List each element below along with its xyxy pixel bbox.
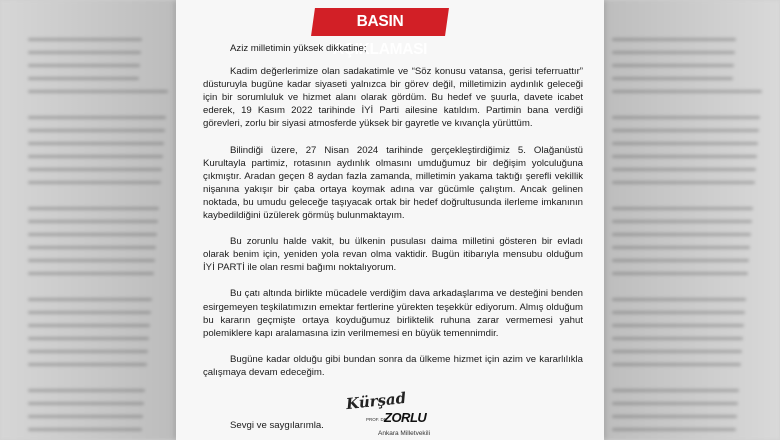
blurred-text-line xyxy=(28,116,166,119)
signature-script: Kürşad xyxy=(345,388,407,414)
blurred-text-line xyxy=(612,181,755,184)
blurred-text-line xyxy=(612,298,746,301)
blurred-background-right xyxy=(604,0,780,440)
blurred-text-line xyxy=(612,350,742,353)
blurred-text-line xyxy=(28,389,145,392)
blurred-text-line xyxy=(612,428,736,431)
press-release-document xyxy=(176,0,604,440)
blurred-text-line xyxy=(28,220,158,223)
blurred-text-line xyxy=(612,337,743,340)
paragraph-4: Bu çatı altında birlikte mücadele verdiğim dava arkadaşlarıma ve desteğini benden esirgemeyen teşkilatımızın emektar fertlerine yürekten teşekkür ediyorum. Almış olduğum bu kararın geçmişte ortaya koyduğumuz birliktelik ruhuna zarar vermemesi yahut polemiklere kapı aralamasına izin verilmemesi en büyük temennimdir. xyxy=(203,288,583,339)
blurred-text-line xyxy=(28,38,142,41)
blurred-text-line xyxy=(28,415,143,418)
signature-surname: ZORLU xyxy=(384,410,427,425)
blurred-text-line xyxy=(612,51,735,54)
blurred-text-line xyxy=(612,259,749,262)
blurred-text-line xyxy=(28,233,157,236)
salutation: Aziz milletimin yüksek dikkatine; xyxy=(230,43,367,54)
blurred-text-line xyxy=(28,298,152,301)
blurred-text-line xyxy=(28,311,151,314)
blurred-text-line xyxy=(612,142,758,145)
blurred-background-left xyxy=(0,0,176,440)
blurred-text-line xyxy=(612,116,760,119)
blurred-text-line xyxy=(28,64,140,67)
blurred-text-line xyxy=(28,142,164,145)
blurred-text-line xyxy=(28,155,163,158)
paragraph-1: Kadim değerlerimize olan sadakatimle ve “Söz konusu vatansa, gerisi teferruattır” düsturuyla bugüne kadar siyaseti yalnızca bir görev değil, milletimizin aydınlık geleceği için bir sorumluluk ve hizmet alanı olarak gördüm. Bu hedef ve şuurla, davete icabet ederek, 19 Kasım 2022 tarihinde İYİ Parti ailesine katıldım. Partimin bana verdiği görevleri, zorlu bir siyasi atmosferde yüksek bir gayretle ve kıvançla yürüttüm. xyxy=(203,66,583,130)
blurred-text-line xyxy=(28,207,159,210)
blurred-text-line xyxy=(612,90,762,93)
blurred-text-line xyxy=(28,324,150,327)
blurred-text-line xyxy=(612,38,736,41)
blurred-text-line xyxy=(612,311,745,314)
paragraph-2: Bilindiği üzere, 27 Nisan 2024 tarihinde gerçekleştirdiğimiz 5. Olağanüstü Kurultayla partimiz, rotasının aydınlık olmasını umduğumuz bir değişim yolculuğuna çıkmıştır. Aradan geçen 8 aydan fazla zamanda, milletimin yakama taktığı şerefli vekillik nişanına yakışır bir çaba ortaya koymak adına var gücümle çalıştım. Ancak gelinen noktada, bu umudu geleceğe taşıyacak ortak bir hedef doğrultusunda ilerleme imkanının kaybedildiğini üzülerek görmüş bulunmaktayım. xyxy=(203,144,583,222)
blurred-text-line xyxy=(612,246,750,249)
blurred-text-line xyxy=(612,77,733,80)
blurred-text-line xyxy=(28,402,144,405)
blurred-text-line xyxy=(612,168,756,171)
blurred-text-line xyxy=(28,77,139,80)
paragraph-5: Bugüne kadar olduğu gibi bundan sonra da ülkeme hizmet için azim ve kararlılıkla çalışmaya devam edeceğim. xyxy=(203,353,583,378)
signature-role: Ankara Milletvekili xyxy=(378,430,431,437)
blurred-text-line xyxy=(28,259,155,262)
blurred-text-line xyxy=(612,363,741,366)
blurred-text-line xyxy=(28,428,142,431)
blurred-text-line xyxy=(28,363,147,366)
blurred-text-line xyxy=(28,51,141,54)
blurred-text-line xyxy=(612,155,757,158)
blurred-text-line xyxy=(28,272,154,275)
signature-block xyxy=(344,388,454,440)
blurred-text-line xyxy=(28,350,148,353)
blurred-text-line xyxy=(28,246,156,249)
blurred-text-line xyxy=(28,129,165,132)
paragraph-3: Bu zorunlu halde vakit, bu ülkenin pusulası daima milletini gösteren bir evladı olarak benim için, yeniden yola revan olma vaktidir. Bugün itibarıyla mensubu olduğum İYİ PARTİ ile olan resmi bağımı noktalıyorum. xyxy=(203,236,583,274)
closing-line: Sevgi ve saygılarımla. xyxy=(230,420,324,431)
blurred-text-line xyxy=(612,220,752,223)
blurred-text-line xyxy=(28,337,149,340)
blurred-text-line xyxy=(612,233,751,236)
blurred-text-line xyxy=(612,272,748,275)
blurred-text-line xyxy=(612,129,759,132)
blurred-text-line xyxy=(612,402,738,405)
document-title: BASIN AÇIKLAMASI xyxy=(332,13,428,58)
signature-title-prefix: PROF. DR. xyxy=(366,417,389,422)
document-body xyxy=(203,42,583,379)
blurred-text-line xyxy=(612,324,744,327)
blurred-text-line xyxy=(612,389,739,392)
blurred-text-line xyxy=(612,415,737,418)
blurred-text-line xyxy=(28,181,161,184)
blurred-text-line xyxy=(28,90,168,93)
blurred-text-line xyxy=(612,64,734,67)
blurred-text-line xyxy=(28,168,162,171)
blurred-text-line xyxy=(612,207,753,210)
